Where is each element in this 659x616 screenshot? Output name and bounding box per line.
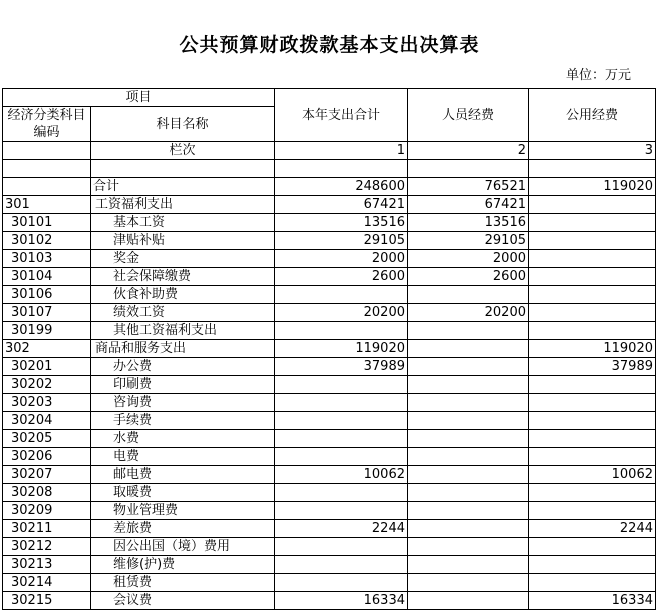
public-cell <box>529 412 656 430</box>
total-cell <box>275 412 408 430</box>
table-row <box>3 322 656 340</box>
personnel-cell <box>408 484 529 502</box>
table-row <box>3 394 656 412</box>
personnel-cell <box>408 286 529 304</box>
code-cell: 30215 <box>3 592 91 610</box>
personnel-cell: 67421 <box>408 196 529 214</box>
unit-label: 单位：万元 <box>565 68 631 83</box>
total-cell <box>275 286 408 304</box>
total-cell <box>275 322 408 340</box>
table-row <box>3 520 656 538</box>
name-cell: 工资福利支出 <box>91 196 275 214</box>
total-cell <box>275 430 408 448</box>
personnel-cell <box>408 502 529 520</box>
personnel-cell: 20200 <box>408 304 529 322</box>
code-cell: 30201 <box>3 358 91 376</box>
name-cell: 水费 <box>91 430 275 448</box>
name-cell: 物业管理费 <box>91 502 275 520</box>
total-column-header: 本年支出合计 <box>275 89 408 142</box>
table-row <box>3 448 656 466</box>
table-row <box>3 286 656 304</box>
public-cell <box>529 322 656 340</box>
total-cell: 16334 <box>275 592 408 610</box>
personnel-cell <box>408 466 529 484</box>
code-cell: 30101 <box>3 214 91 232</box>
name-cell: 咨询费 <box>91 394 275 412</box>
code-cell: 30213 <box>3 556 91 574</box>
name-cell: 绩效工资 <box>91 304 275 322</box>
name-column-header: 科目名称 <box>91 107 275 142</box>
total-cell: 2600 <box>275 268 408 286</box>
table-row <box>3 358 656 376</box>
public-cell <box>529 574 656 592</box>
index-row <box>3 142 656 160</box>
name-cell: 奖金 <box>91 250 275 268</box>
index-label: 栏次 <box>91 142 275 160</box>
total-cell <box>275 376 408 394</box>
code-cell: 30199 <box>3 322 91 340</box>
total-cell <box>275 394 408 412</box>
total-cell: 10062 <box>275 466 408 484</box>
code-cell: 30104 <box>3 268 91 286</box>
public-cell <box>529 196 656 214</box>
table-row <box>3 250 656 268</box>
personnel-cell <box>408 574 529 592</box>
total-cell: 2244 <box>275 520 408 538</box>
code-cell: 30106 <box>3 286 91 304</box>
public-cell: 2244 <box>529 520 656 538</box>
name-cell: 合计 <box>91 178 275 196</box>
total-cell: 37989 <box>275 358 408 376</box>
name-cell: 租赁费 <box>91 574 275 592</box>
table-row <box>3 160 656 178</box>
personnel-cell <box>408 556 529 574</box>
index-code-cell <box>3 142 91 160</box>
personnel-cell: 29105 <box>408 232 529 250</box>
name-cell: 其他工资福利支出 <box>91 322 275 340</box>
public-cell <box>529 304 656 322</box>
public-cell <box>529 160 656 178</box>
report-title: 公共预算财政拨款基本支出决算表 <box>179 34 480 56</box>
table-row <box>3 232 656 250</box>
table-row <box>3 304 656 322</box>
code-cell: 30209 <box>3 502 91 520</box>
code-cell: 30211 <box>3 520 91 538</box>
table-row <box>3 574 656 592</box>
total-cell <box>275 502 408 520</box>
table-row <box>3 376 656 394</box>
personnel-cell: 13516 <box>408 214 529 232</box>
table-row <box>3 556 656 574</box>
total-cell: 248600 <box>275 178 408 196</box>
total-cell: 20200 <box>275 304 408 322</box>
public-cell <box>529 394 656 412</box>
code-cell: 30102 <box>3 232 91 250</box>
personnel-cell: 76521 <box>408 178 529 196</box>
name-cell: 维修(护)费 <box>91 556 275 574</box>
public-cell <box>529 484 656 502</box>
total-cell: 67421 <box>275 196 408 214</box>
table-row <box>3 502 656 520</box>
name-cell: 基本工资 <box>91 214 275 232</box>
personnel-cell: 2600 <box>408 268 529 286</box>
name-cell: 印刷费 <box>91 376 275 394</box>
expenditure-table <box>2 88 656 610</box>
public-cell <box>529 376 656 394</box>
personnel-cell <box>408 592 529 610</box>
personnel-cell <box>408 340 529 358</box>
code-cell: 30205 <box>3 430 91 448</box>
personnel-cell <box>408 520 529 538</box>
name-cell: 办公费 <box>91 358 275 376</box>
personnel-cell <box>408 538 529 556</box>
code-cell: 302 <box>3 340 91 358</box>
header-row-item <box>3 89 656 107</box>
table-row <box>3 538 656 556</box>
code-cell: 30214 <box>3 574 91 592</box>
table-row <box>3 196 656 214</box>
code-cell: 30208 <box>3 484 91 502</box>
public-cell <box>529 286 656 304</box>
total-cell: 13516 <box>275 214 408 232</box>
public-column-header: 公用经费 <box>529 89 656 142</box>
public-cell <box>529 214 656 232</box>
code-cell: 30207 <box>3 466 91 484</box>
public-cell: 37989 <box>529 358 656 376</box>
total-cell <box>275 538 408 556</box>
code-cell: 30206 <box>3 448 91 466</box>
table-row <box>3 214 656 232</box>
public-cell: 10062 <box>529 466 656 484</box>
total-cell: 2000 <box>275 250 408 268</box>
public-cell <box>529 232 656 250</box>
public-cell <box>529 268 656 286</box>
table-row <box>3 412 656 430</box>
name-cell: 取暖费 <box>91 484 275 502</box>
code-cell: 301 <box>3 196 91 214</box>
name-cell: 电费 <box>91 448 275 466</box>
total-cell <box>275 160 408 178</box>
public-cell <box>529 430 656 448</box>
public-cell: 119020 <box>529 340 656 358</box>
total-cell: 29105 <box>275 232 408 250</box>
code-cell: 30107 <box>3 304 91 322</box>
code-cell: 30203 <box>3 394 91 412</box>
name-cell: 伙食补助费 <box>91 286 275 304</box>
personnel-cell <box>408 160 529 178</box>
name-cell: 邮电费 <box>91 466 275 484</box>
public-cell <box>529 502 656 520</box>
name-cell <box>91 160 275 178</box>
total-cell <box>275 556 408 574</box>
name-cell: 差旅费 <box>91 520 275 538</box>
personnel-cell <box>408 394 529 412</box>
public-cell <box>529 250 656 268</box>
name-cell: 津贴补贴 <box>91 232 275 250</box>
name-cell: 因公出国（境）费用 <box>91 538 275 556</box>
name-cell: 会议费 <box>91 592 275 610</box>
table-row <box>3 430 656 448</box>
index-3: 3 <box>529 142 656 160</box>
personnel-cell: 2000 <box>408 250 529 268</box>
personnel-cell <box>408 376 529 394</box>
code-cell: 30103 <box>3 250 91 268</box>
name-cell: 社会保障缴费 <box>91 268 275 286</box>
item-group-header: 项目 <box>3 89 275 107</box>
total-cell <box>275 448 408 466</box>
public-cell: 119020 <box>529 178 656 196</box>
public-cell <box>529 448 656 466</box>
code-cell: 30204 <box>3 412 91 430</box>
personnel-cell <box>408 412 529 430</box>
table-row <box>3 484 656 502</box>
public-cell <box>529 538 656 556</box>
code-cell <box>3 160 91 178</box>
personnel-cell <box>408 358 529 376</box>
code-cell: 30202 <box>3 376 91 394</box>
code-cell: 30212 <box>3 538 91 556</box>
code-column-header: 经济分类科目编码 <box>3 107 91 142</box>
name-cell: 手续费 <box>91 412 275 430</box>
personnel-cell <box>408 430 529 448</box>
table-row <box>3 268 656 286</box>
code-cell <box>3 178 91 196</box>
name-cell: 商品和服务支出 <box>91 340 275 358</box>
personnel-column-header: 人员经费 <box>408 89 529 142</box>
index-2: 2 <box>408 142 529 160</box>
personnel-cell <box>408 322 529 340</box>
total-cell <box>275 484 408 502</box>
table-row <box>3 466 656 484</box>
total-cell <box>275 574 408 592</box>
table-row <box>3 340 656 358</box>
table-row <box>3 592 656 610</box>
index-1: 1 <box>275 142 408 160</box>
public-cell <box>529 556 656 574</box>
table-row <box>3 178 656 196</box>
personnel-cell <box>408 448 529 466</box>
public-cell: 16334 <box>529 592 656 610</box>
total-cell: 119020 <box>275 340 408 358</box>
